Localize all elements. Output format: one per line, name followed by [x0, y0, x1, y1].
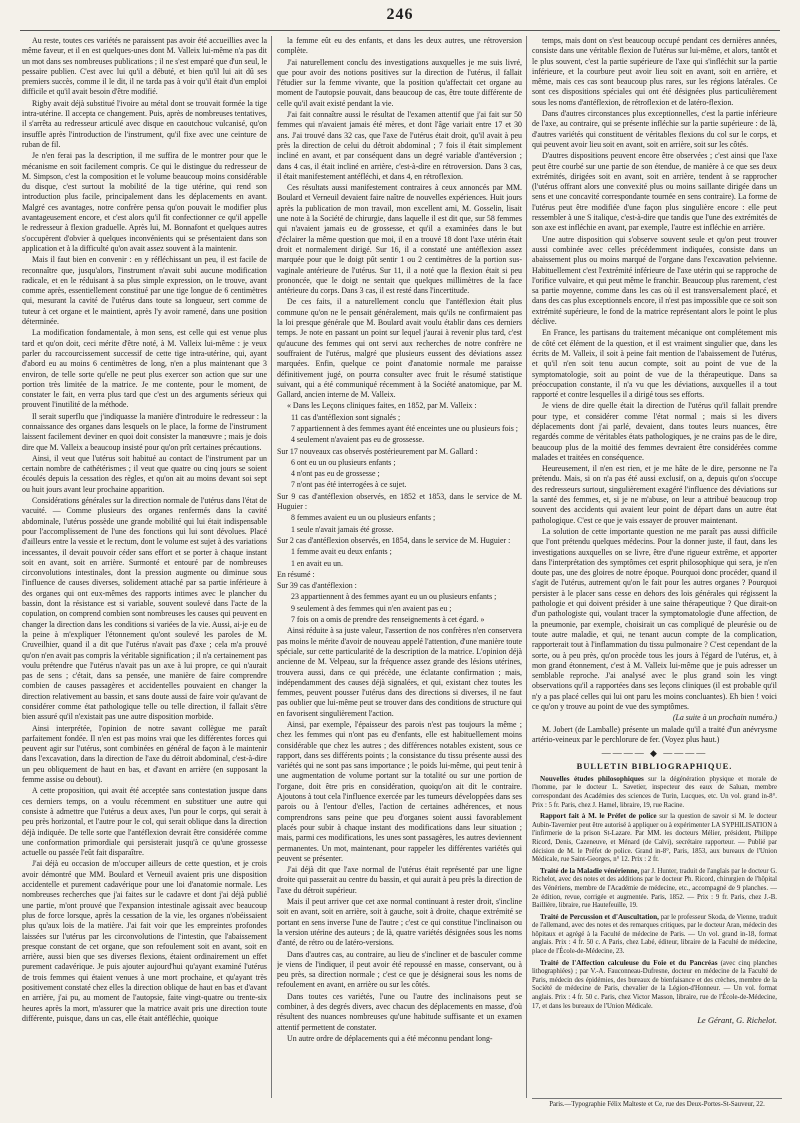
column-1: [22, 36, 267, 1096]
paragraph: Il serait superflu que j'indiquasse la manière d'introduire le redresseur : la connaissance des organes dans lesquels on le place, la forme de l'instrument laissent facilement deviner en quoi doit consister la manœuvre ; mais je dois dire que M. Valleix a beaucoup insisté pour qu'on prît certaines précautions.: [22, 411, 267, 452]
stat-line: 6 ont eu un ou plusieurs enfants ;: [291, 457, 396, 467]
entry-text: sur la dégénération physique et morale de l'homme, par le docteur L. Savetier, inspecteur des eaux de Saluan, membre correspondant des Académies des sciences de Turin, Lucques, etc. Un vol. grand in-8°. Prix : 5 fr. Paris, chez J. Hamel, libraire, 19, rue Racine.: [532, 775, 777, 809]
paragraph: En France, les partisans du traitement mécanique ont complétement mis de côté cet élément de la question, et il est vraiment singulier que, dans les écrits de M. Valleix, il soit à peine fait mention de l'abaissement de l'utérus, et qu'il n'en soit tenu aucun compte, soit au point de vue de la symptomatologie, soit au point de vue de la thérapeutique. Dans sa préoccupation constante, il n'a vu que les déviations, auxquelles il a tout rapporté et contre lesquelles il a dirigé tous ses efforts.: [532, 328, 777, 400]
stat-line: 11 cas d'antéflexion sont signalés ;: [291, 412, 401, 422]
stat-line: 4 n'ont pas eu de grossesse ;: [291, 469, 380, 479]
column-rule: [271, 36, 272, 1098]
paragraph: Au reste, toutes ces variétés ne paraissent pas avoir été accueillies avec la même faveur, et il en est quelques-unes dont M. Valleix lui-même n'a pas dit un mot dans ses nombreuses publications ; il ne s'est emparé que d'un seul, le pessaire publien. C'est avec lui qu'il a débuté, et bien qu'il lui ait dû ses premiers succès, comme il le dit, il ne tarda pas à voir qu'il était d'un emploi difficile et qu'il avait besoin d'être modifié.: [22, 36, 267, 97]
bibliography-entry: [532, 913, 777, 957]
column-2: [277, 36, 522, 1096]
paragraph: La modification fondamentale, à mon sens, est celle qui est venue plus tard et qu'on doit, ceci mérite d'être noté, à M. Valleix lui-même : je veux parler du raccourcissement successif de cette tige intra-utérine, qui, ayant d'abord eu au moins 6 centimètres de long, n'en a plus maintenant que 3 environ, de telle sorte qu'elle ne peut plus exercer son action que sur une portion très limitée de la matrice. Je me contente, pour le moment, de constater le fait, en verra plus tard que c'est un des arguments sérieux qui prouvent l'inutilité de la méthode.: [22, 328, 267, 410]
printer-imprint: Paris.—Typographie Félix Malteste et Ce, rue des Deux-Portes-St-Sauveur, 22.: [532, 1098, 782, 1109]
bulletin-title: BULLETIN BIBLIOGRAPHIQUE.: [576, 761, 733, 772]
entry-title: Nouvelles études philosophiques: [540, 774, 644, 783]
entry-text: sur la question de savoir si M. le docteur Aubin-Tavernier peut être autorisé à appliquer ou à expérimenter LA SYPHILISATION à l'infirmerie de la prison St-Lazare. Par MM. les docteurs Mélier, président, Philippe Ricord, Denis, Cazeneuve, et Ménard (de Calvi), secrétaire rapporteur. — Publié par décision de M. le Préfet de police. Grand in-8°, Paris, 1853, aux bureaux de l'Union Médicale, rue Saint-Georges, n° 12. Prix : 2 fr.: [532, 813, 777, 864]
paragraph: D'autres dispositions peuvent encore être observées ; c'est ainsi que l'axe peut être courbé sur une partie de son étendue, de manière à ce que ses deux extrémités, dirigées soit en avant, soit en arrière, tendent à se rapprocher (l'utérus offrant alors une convexité plus ou moins saillante dirigée dans un sens et une concavité correspondante tournée en sens contraire). La forme de l'utérus peut être modifiée d'une façon plus singulière encore : elle peut ressembler à une S italique, c'est-à-dire que tandis que l'une des extrémités de son axe est infléchie en avant, par exemple, l'autre est infléchie en arrière.: [532, 151, 777, 233]
bibliography-entry: [532, 775, 777, 810]
paragraph: Considérations générales sur la direction normale de l'utérus dans l'état de vacuité. — Comme plusieurs des organes renfermés dans la cavité abdominale, l'utérus possède une grande mobilité qui lui était indispensable pour l'accomplissement de l'une des fonctions qui lui sont dévolues. Placé d'ailleurs entre la vessie et le rectum, dont le volume est sujet à des variations incessantes, il devait pouvoir céder sans effort et se porter à chaque instant soit en avant, soit en arrière. Surmonté et entouré par de nombreuses circonvolutions intestinales, dont la pression augmente ou diminue sous l'influence de causes diverses, solidement attaché par sa partie inférieure à des organes qui ont eux-mêmes des rapports intimes avec le plancher du bassin, dont la résistance est si variable, souvent soulevé dans l'acte de la copulation, on comprend combien sont nombreuses les causes qui peuvent en changer la direction dans les conditions si variées de la vie. Aussi, ai-je eu de la peine à m'expliquer l'étonnement qu'ont soulevé les paroles de M. Cruveilhier, quand il a dit que l'utérus n'avait pas d'axe ; cela m'a prouvé qu'on n'en avait pas compris la véritable signification ; il n'a certainement pas voulu prétendre que l'utérus n'avait pas un axe à lui propre, ce qui n'aurait pas de sens ; c'était, dans sa pensée, une manière de faire comprendre combien de causes passagères et accidentelles pouvaient en changer la direction relativement au bassin, et sans doute aussi de faire voir qu'avant de considérer comme état pathologique telle ou telle direction, il fallait s'être bien assuré qu'il n'existait pas une autre disposition morbide.: [22, 496, 267, 722]
paragraph: Je n'en ferai pas la description, il me suffira de le montrer pour que le mécanisme en soit facilement compris. Ce qui le distingue du redresseur de M. Simpson, c'est la composition et le volume beaucoup moins considérable du disque, c'est surtout la mobilité de la tige utérine, qui rend son introduction plus facile, principalement dans les déplacements en avant. Malgré ces avantages, notre confrère pensa qu'on pouvait le modifier plus avantageusement encore, et c'est alors qu'il fit confectionner ce qu'il appelle le redresseur à flexion graduelle. Après lui, M. Bonnafont et quelques autres s'occupèrent d'obvier à quelques inconvénients qui se présentaient dans son application et à la difficulté qu'on avait assez souvent à la maintenir.: [22, 151, 267, 253]
paragraph: J'ai fait connaître aussi le résultat de l'examen attentif que j'ai fait sur 50 femmes qui n'avaient jamais été mères, et dont l'âge variait entre 17 et 30 ans. J'ai trouvé dans 32 cas, que l'axe de l'utérus était droit, qu'il avait à peu près la direction de celui du détroit abdominal ; 7 fois il était simplement incliné en avant, et par conséquent dans un degré variable d'antéversion ; dans 4 cas, il était incliné en arrière, c'est-à-dire en rétroversion. Dans 3 cas, il était manifestement antéfléchi, et dans 4, en rétroflexion.: [277, 110, 522, 181]
bibliography-entry: [532, 812, 777, 865]
separator: ———— ◆ ————: [601, 748, 708, 759]
stat-line: 1 en avait eu un.: [291, 558, 343, 568]
stat-line: 7 appartiennent à des femmes ayant été enceintes une ou plusieurs fois ;: [291, 423, 518, 433]
column-rule: [526, 36, 527, 1098]
entry-title: Traité de l'Affection calculeuse du Foie et du Pancréas: [540, 958, 718, 967]
statistics-list: [277, 413, 522, 626]
paragraph: « Dans les Leçons cliniques faites, en 1852, par M. Valleix :: [287, 401, 477, 411]
entry-text: par le professeur Skoda, de Vienne, traduit de l'allemand, avec des notes et des remarques critiques, par le docteur Aran, médecin des hôpitaux et agrégé à la Faculté de médecine de Paris. — Un vol. grand in-18, format anglais. Prix : 4 fr. 50 c. A Paris, chez Labé, éditeur, libraire de la Faculté de médecine, place de l'École-de-Médecine, 23.: [532, 913, 777, 956]
paragraph: Je viens de dire quelle était la direction de l'utérus qu'il fallait prendre pour type, et considérer comme l'état normal ; mais si les divers déplacements dont j'ai parlé, devaient, dans toutes leurs nuances, être regardés comme de véritables états pathologiques, je ne crains pas de le dire, beaucoup plus de la moitié des femmes devraient être considérées comme malades et traitées en conséquence.: [532, 401, 777, 462]
entry-title: Rapport fait à M. le Préfet de police: [540, 812, 657, 821]
paragraph: J'ai déjà eu occasion de m'occuper ailleurs de cette question, et je crois avoir démontré que MM. Boulard et Verneuil avaient pris une disposition accidentelle et purement cadavérique pour une loi d'anatomie normale. Les nombreuses recherches que j'ai faites sur le cadavre et dont j'ai déjà publié une partie, m'ont prouvé que l'expansion intestinale agissait avec beaucoup plus de force lorsque, après la cessation de la vie, les organes n'obéissaient plus qu'aux lois de la matière. J'ai fait voir que les empreintes profondes laissées sur l'utérus par les circonvolutions de l'intestin, que l'abaissement presque constant de cet organe, que son refoulement soit en avant, soit en arrière, aussi bien que ses diverses flexions, étaient ordinairement un effet purement cadavérique. Je puis ajouter aujourd'hui qu'ayant examiné l'utérus de trois femmes qui étaient venues à une mort prochaine, et qu'ayant très positivement constaté chez elles la direction oblique de haut en bas et d'avant en arrière, j'ai pu, au moment de l'autopsie, faite vingt-quatre ou trente-six heures après la mort, m'assurer que la matrice avait pris une direction toute différente, puisque, dans un cas, elle était antéfléchie, quoique: [22, 859, 267, 1023]
bibliography-entry: [532, 959, 777, 1012]
header-rule: [20, 30, 780, 31]
paragraph: M. Jobert (de Lamballe) présente un malade qu'il a traité d'un anévrysme artério-veineux par le perchlorure de fer. (Voyez plus haut.): [532, 724, 777, 744]
to-be-continued: (La suite à un prochain numéro.): [672, 713, 777, 723]
paragraph: De ces faits, il a naturellement conclu que l'antéflexion était plus commune qu'on ne le pensait généralement, mais qu'ils ne confirmaient pas la loi presque générale que M. Boulard avait voulu établir dans ces derniers temps. Je note en passant un point sur lequel j'aurai à revenir plus tard, c'est qu'aucune des femmes qui ont servi aux recherches de notre confrère ne souffraient de l'utérus, malgré que plusieurs eussent des déviations assez marquées. Enfin, quelque ce point d'anatomie normale me paraisse définitivement jugé, on pourra consulter avec fruit le résumé statistique suivant, qui a été communiqué récemment à la Société anatomique, par M. Gallard, ancien interne de M. Valleix.: [277, 297, 522, 400]
paragraph: J'ai déjà dit que l'axe normal de l'utérus était représenté par une ligne droite qui passerait au centre du bassin, et qui aurait à peu près la direction de l'axe du détroit supérieur.: [277, 865, 522, 895]
paragraph: A cette proposition, qui avait été acceptée sans contestation jusque dans ces derniers temps, on a voulu récemment en substituer une autre qui consiste à admettre que l'utérus a deux axes, l'un pour le corps, qui serait à peu près horizontal, et l'autre pour le col, qui serait oblique dans la direction déjà indiquée. De telle sorte que l'antéflexion devrait être considérée comme une conformation primordiale qui persisterait jusqu'à ce qu'une grossesse actuelle ou passée l'eût fait disparaître.: [22, 786, 267, 858]
stat-line: Sur 39 cas d'antéflexion :: [277, 581, 357, 591]
stat-line: Sur 2 cas d'antéflexion observés, en 1854, dans le service de M. Huguier :: [277, 535, 511, 545]
stat-line: 23 appartiennent à des femmes ayant eu un ou plusieurs enfants ;: [291, 592, 497, 602]
bibliography-list: [532, 775, 777, 1011]
stat-line: Sur 9 cas d'antéflexion observés, en 1852 et 1853, dans le service de M. Huguier :: [277, 491, 522, 512]
stat-line: En résumé :: [277, 569, 315, 579]
paragraph: Dans d'autres cas, au contraire, au lieu de s'incliner et de basculer comme je viens de l'indiquer, il peut avoir été repoussé en masse, conservant, ou à peu près, sa direction normale ; c'est ce que je désignerai sous les noms de refoulement en avant, en arrière ou sur les côtés.: [277, 949, 522, 990]
entry-title: Traité de la Maladie vénérienne,: [540, 866, 640, 875]
entry-title: Traité de Percussion et d'Auscultation,: [540, 912, 659, 921]
paragraph: Ainsi interprétée, l'opinion de notre savant collègue me paraît parfaitement fondée. Il n'en est pas moins vrai que les différentes forces qui peuvent agir sur l'utérus, sont combinées en général de façon à le maintenir dans l'excavation, dans la direction de l'axe du détroit abdominal, c'est-à-dire un peu obliquement de haut en bas, et d'avant en arrière (en supposant la femme assise ou debout).: [22, 723, 267, 785]
stat-line: 1 seule n'avait jamais été grosse.: [291, 524, 394, 534]
paragraph: Mais il peut arriver que cet axe normal continuant à rester droit, s'incline soit en avant, soit en arrière, soit à gauche, soit à droite, chaque extrémité se portant en sens inverse l'une de l'autre ; c'est ce qui constitue l'inclinaison ou la version utérine des auteurs ; de là, quatre variétés désignées sous les noms d'anté, de rétro ou de latéro-versions.: [277, 897, 522, 948]
stat-line: 7 fois on a omis de prendre des renseignements à cet égard. »: [291, 615, 485, 625]
paragraph: Un autre ordre de déplacements qui a été méconnu pendant long-: [287, 1033, 493, 1043]
page-number: 246: [386, 6, 414, 23]
paragraph: Dans d'autres circonstances plus exceptionnelles, c'est la partie inférieure de l'axe, au contraire, qui se présente infléchie sur la partie supérieure : de là, d'autres variétés qui constituent de véritables flexions du col sur le corps, et qui peuvent avoir lieu soit en avant, soit en arrière, soit sur les côtés.: [532, 109, 777, 149]
stat-line: 7 n'ont pas été interrogées à ce sujet.: [291, 480, 407, 490]
paragraph: Ainsi réduite à sa juste valeur, l'assertion de nos confrères n'en conservera pas moins le mérite d'avoir de nouveau appelé l'attention, d'une manière toute spéciale, sur cette particularité de la description de la matrice. L'opinion déjà ancienne de M. Velpeau, sur la fréquence assez grande des lésions utérines, trouvera aussi, dans ce qui précède, une éclatante confirmation ; mais, indépendamment des causes déjà signalées, et qui, existant chez toutes les femmes, peuvent pousser l'utérus dans des directions si diverses, il ne faut pas oublier que lui-même peut se trouver dans des conditions de structure qui en favorisent singulièrement l'action.: [277, 626, 522, 718]
entry-text: (avec cinq planches lithographiées) ; par V.-A. Fauconneau-Dufresne, docteur en médecine de la Faculté de Paris, médecin des épidémies, des bureaux de bienfaisance et des crèches, membre de la Société de médecine de Paris, chevalier de la Légion-d'Honneur. — Un vol. format anglais. Prix : 4 fr. 50 c. Paris, chez Victor Masson, libraire, rue de l'École-de-Médecine, 17, et dans les bureaux de l'Union Médicale.: [532, 959, 777, 1010]
paragraph: Ainsi, par exemple, l'épaisseur des parois n'est pas toujours la même ; chez les femmes qui n'ont pas eu d'enfants, elle est habituellement moins considérable que chez les autres ; des différences notables existent, sous ce rapport, dans ses différents points ; la consistance du tissu présente aussi des variétés qui ne sont pas sans importance ; le poids lui-même, qui peut tenir à une augmentation de volume portant sur la totalité ou sur une portion de l'organe, doit être pris en considération, quoiqu'on ait dit le contraire. Ajoutons à tout cela l'influence exercée par les tumeurs développées dans ses parois ou à l'entour d'elles, l'action de certaines adhérences, et nous comprendrons sans peine que peu d'organes soient aussi favorablement placés pour subir à chaque instant des modifications dans leur situation ; mais, parmi ces modifications, les unes sont passagères, les autres deviennent permanentes. Un mot, maintenant, pour rappeler les différentes variétés qui peuvent se présenter.: [277, 720, 522, 863]
gerant-signature: Le Gérant, G. Richelot.: [697, 1015, 777, 1026]
paragraph: Une autre disposition qui s'observe souvent seule et qu'on peut trouver aussi combinée avec celles précédemment indiquées, consiste dans un abaissement plus ou moins marqué de l'organe dans l'excavation pelvienne. Habituellement c'est l'extrémité inférieure de l'axe utérin qui se rapproche de l'orifice vulvaire, et qui peut même le franchir. Beaucoup plus rarement, c'est sa partie moyenne, comme dans les cas où il est transversalement placé, et dans des cas plus exceptionnels encore, il n'est pas impossible que ce soit son extrémité supérieure, le fond de la matrice représentant alors le point le plus déclive.: [532, 234, 777, 327]
stat-line: 1 femme avait eu deux enfants ;: [291, 547, 392, 557]
paragraph: Dans toutes ces variétés, l'une ou l'autre des inclinaisons peut se combiner, à des degrés divers, avec chacun des déplacements en masse, d'où résultent des nuances nombreuses qu'une habitude suffisante et un examen attentif permettent de constater.: [277, 991, 522, 1032]
paragraph: temps, mais dont on s'est beaucoup occupé pendant ces dernières années, consiste dans une véritable flexion de l'utérus sur lui-même, et alors, tantôt et le plus souvent, c'est la partie supérieure de l'axe qui s'infléchit sur la partie inférieure, et la courbure peut avoir lieu soit en avant, soit en arrière, et même, mais ces cas sont beaucoup plus rares, sur les régions latérales. Ce sont ces dispositions spéciales qui ont été désignées plus particulièrement sous les noms d'antéflexion, de rétroflexion et de latéro-flexion.: [532, 36, 777, 107]
paragraph: La solution de cette importante question ne me paraît pas aussi difficile que l'ont prétendu quelques médecins. Pour la donner juste, il faut, dans les investigations auxquelles on se livre, être d'une rigueur extrême, et apporter dans l'interprétation des symptômes cet esprit philosophique qui sera, je n'en doute pas, une des gloires de notre époque. Pourquoi donc procéder, quand il s'agit de l'utérus, autrement qu'on le fait pour les autres organes ? Pourquoi persister à le placer sans cesse en dehors des lois générales qui régissent la pathologie et qui doivent présider à une saine thérapeutique ? Que dirait-on d'un pathologiste qui, voulant tracer la symptomatologie d'une affection, de la pneumonie, par exemple, choisirait un cas compliqué de pleurésie ou de toute autre maladie, et qui, ne tenant aucun compte de la complication, rapporterait tout à l'inflammation du tissu pulmonaire ? C'est cependant de la sorte, ou à peu près, qu'on procède tous les jours à l'égard de l'utérus, et, à mon grand étonnement, c'est à M. Valleix lui-même que je puis adresser un semblable reproche. J'ai analysé avec le plus grand soin les vingt observations qu'il a rapportées dans ses leçons cliniques (il est probable qu'il n'y a pas placé celles qui lui ont paru les moins concluantes). Eh bien ! voici ce qu'on y trouve au point de vue des symptômes.: [532, 526, 777, 711]
paragraph: Ainsi, il veut que l'utérus soit habitué au contact de l'instrument par un certain nombre de cathétérismes ; il veut que quatre ou cinq jours se soient écoulés depuis la cessation des règles, et qu'on ait au moins devant soi sept ou huit jours avant leur prochaine apparition.: [22, 453, 267, 494]
paragraph: Heureusement, il n'en est rien, et je me hâte de le dire, personne ne l'a prétendu. Mais, si on n'a pas été aussi exclusif, on a, depuis qu'on s'occupe des redresseurs surtout, singulièrement exagéré l'influence des déviations sur la santé des femmes, et, si je ne m'abuse, on leur a attribué beaucoup trop souvent des accidents qui avaient leur point de départ dans un autre état pathologique. C'est ce que je vais essayer de prouver maintenant.: [532, 464, 777, 525]
stat-line: Sur 17 nouveaux cas observés postérieurement par M. Gallard :: [277, 446, 478, 456]
stat-line: 8 femmes avaient eu un ou plusieurs enfants ;: [291, 513, 436, 523]
paragraph: J'ai naturellement conclu des investigations auxquelles je me suis livré, que pour avoir des notions positives sur la direction de l'utérus, il fallait l'étudier sur la femme vivante, que la position qu'affectait cet organe au moment de l'autopsie pouvait, dans beaucoup de cas, être toute différente de celle qu'il avait existé pendant la vie.: [277, 57, 522, 108]
stat-line: 9 seulement à des femmes qui n'en avaient pas eu ;: [291, 603, 452, 613]
paragraph: Ces résultats aussi manifestement contraires à ceux annoncés par MM. Boulard et Verneuil devaient faire naître de nouvelles expériences. Huit jours après la publication de mon travail, mon excellent ami, M. Gosselin, lisait une note à la Société de chirurgie, dans laquelle il est dit que, sur 58 femmes qui n'avaient jamais eu de grossesse, et qu'il a examinées dans le but d'éclairer la même question que moi, il en a trouvé 18 dont l'axe utérin était droit et normalement dirigé. Sur 16, il a constaté une antéflexion assez marquée pour que le doigt pût sentir 1 ou 2 centimètres de la portion sus-vaginale antérieure de l'utérus. Sur 11, il a noté que la flexion était si peu prononcée, que le doigt ne sentait que quelques millimètres de la face antérieure du corps. Dans 3 cas, il est resté dans l'incertitude.: [277, 183, 522, 296]
stat-line: 4 seulement n'avaient pas eu de grossesse.: [291, 435, 425, 445]
paragraph: Mais il faut bien en convenir : en y réfléchissant un peu, il est facile de reconnaître que, jusqu'alors, l'instrument n'avait subi aucune modification radicale, et en le réduisant à sa plus simple expression, on le trouve, avant comme après, essentiellement constitué par une tige longue de 6 centimètres qui, mesurant la cavité de l'utérus dans toute sa longueur, sert comme de tuteur à cet organe et le maintient, après l'y avoir ramené, dans une position déterminée.: [22, 255, 267, 327]
paragraph: Rigby avait déjà substitué l'ivoire au métal dont se trouvait formée la tige intra-utérine. Il accepta ce changement. Puis, après de nombreuses tentatives, il s'arrêta au redresseur articulé avec disque en caoutchouc vulcanisé, qu'on insuffle après l'introduction de l'instrument, qu'il fixe avec une ceinture de ruban de fil.: [22, 98, 267, 149]
paragraph: la femme eût eu des enfants, et dans les deux autres, une rétroversion complète.: [277, 36, 522, 56]
column-3: [532, 36, 777, 1096]
entry-text: par J. Hunter, traduit de l'anglais par le docteur G. Richelot, avec des notes et des additions par le docteur Ph. Ricord, chirurgien de l'hôpital des Vénériens, membre de l'Académie de médecine, etc., accompagné de 9 planches. — 2e édition, revue, corrigée et augmentée. Paris, 1852. — Prix : 9 fr. Paris, chez J.-B. Baillière, libraire, rue Hautefeuille, 19.: [532, 867, 777, 910]
bibliography-entry: [532, 867, 777, 911]
